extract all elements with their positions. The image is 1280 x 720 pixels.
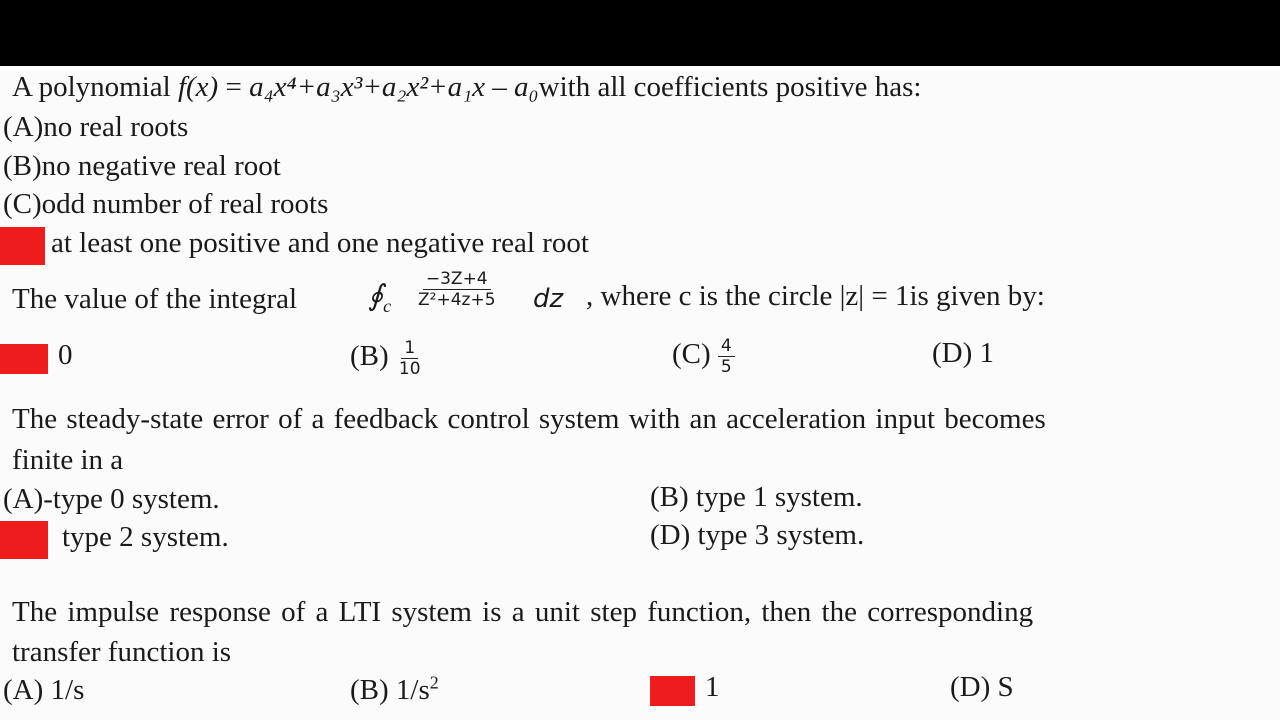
q1-fn-name: f (177, 71, 187, 103)
q1-stem (12, 70, 921, 104)
q2-option-c[interactable] (672, 336, 735, 377)
q4-stem-line2: transfer function is (12, 636, 232, 668)
q3-stem-line2: finite in a (12, 444, 124, 476)
option-label: (B) (3, 150, 42, 182)
option-label: (C) (3, 188, 42, 220)
q1-polynomial: a₄x⁴+a₃x³+a₂x²+a₁x – a₀ (249, 71, 539, 103)
q1-option-c[interactable] (3, 187, 328, 221)
q1-fn-arg: (x) (186, 71, 219, 103)
top-black-bar (0, 0, 1280, 66)
q3-stem-line1: The steady-state error of a feedback control system with an acceleration input becomes (12, 403, 1046, 435)
q2-option-b[interactable] (350, 338, 424, 379)
q4-option-d[interactable]: (D) S (950, 671, 1014, 703)
q2-answer-highlight (0, 344, 48, 374)
q4-option-b[interactable] (350, 673, 439, 707)
q3-option-b[interactable]: (B) type 1 system. (650, 481, 863, 513)
fraction-numerator: 1 (401, 338, 418, 359)
q3-option-d[interactable]: (D) type 3 system. (650, 519, 865, 551)
q2-integrand-fraction (415, 269, 499, 310)
option-text: (B) 1/s (350, 674, 430, 706)
question-sheet (0, 66, 1280, 720)
q1-answer-highlight (0, 227, 45, 265)
option-label: (A) (3, 111, 44, 143)
fraction-denominator: Z²+4z+5 (418, 290, 496, 310)
q1-stem-after: with all coefficients positive has: (538, 71, 922, 103)
q3-answer-highlight (0, 521, 48, 559)
option-text: no negative real root (41, 150, 281, 182)
q4-option-c[interactable]: 1 (705, 671, 720, 703)
q1-stem-before: A polynomial (12, 71, 178, 103)
option-text: no real roots (43, 111, 189, 143)
fraction-numerator: 4 (718, 336, 735, 357)
q2-differential: dz (533, 284, 564, 314)
q2-integral (368, 279, 392, 316)
q2-stem-after: , where c is the circle |z| = 1is given by: (586, 280, 1045, 312)
q1-option-b[interactable] (3, 149, 281, 183)
q4-stem-line1: The impulse response of a LTI system is a unit step function, then the corresponding (12, 596, 1034, 628)
q1-equals: = (225, 71, 242, 103)
q2-option-a[interactable]: 0 (58, 339, 73, 371)
fraction-numerator: −3Z+4 (423, 269, 491, 290)
fraction-denominator: 10 (398, 359, 421, 379)
option-c-fraction (718, 336, 735, 377)
option-label: (B) (350, 340, 389, 373)
q1-option-a[interactable] (3, 110, 188, 144)
q3-option-c[interactable]: type 2 system. (62, 521, 229, 553)
option-text: at least one positive and one negative real root (51, 227, 589, 259)
integral-subscript: c (383, 295, 392, 316)
q3-option-a[interactable]: (A)-type 0 system. (3, 483, 220, 515)
q4-option-a[interactable]: (A) 1/s (3, 674, 85, 706)
q2-stem-before: The value of the integral (12, 283, 298, 315)
q2-option-d[interactable] (932, 336, 994, 370)
option-label: (C) (672, 338, 711, 371)
q1-option-d[interactable] (51, 226, 589, 260)
option-text: 1 (979, 337, 995, 369)
q4-answer-highlight (650, 676, 695, 706)
option-exponent: 2 (429, 672, 439, 693)
contour-integral-icon: ∮ (368, 280, 384, 312)
option-b-fraction (396, 338, 424, 379)
option-label: (D) (932, 337, 973, 369)
fraction-denominator: 5 (720, 357, 732, 377)
option-text: odd number of real roots (41, 188, 329, 220)
